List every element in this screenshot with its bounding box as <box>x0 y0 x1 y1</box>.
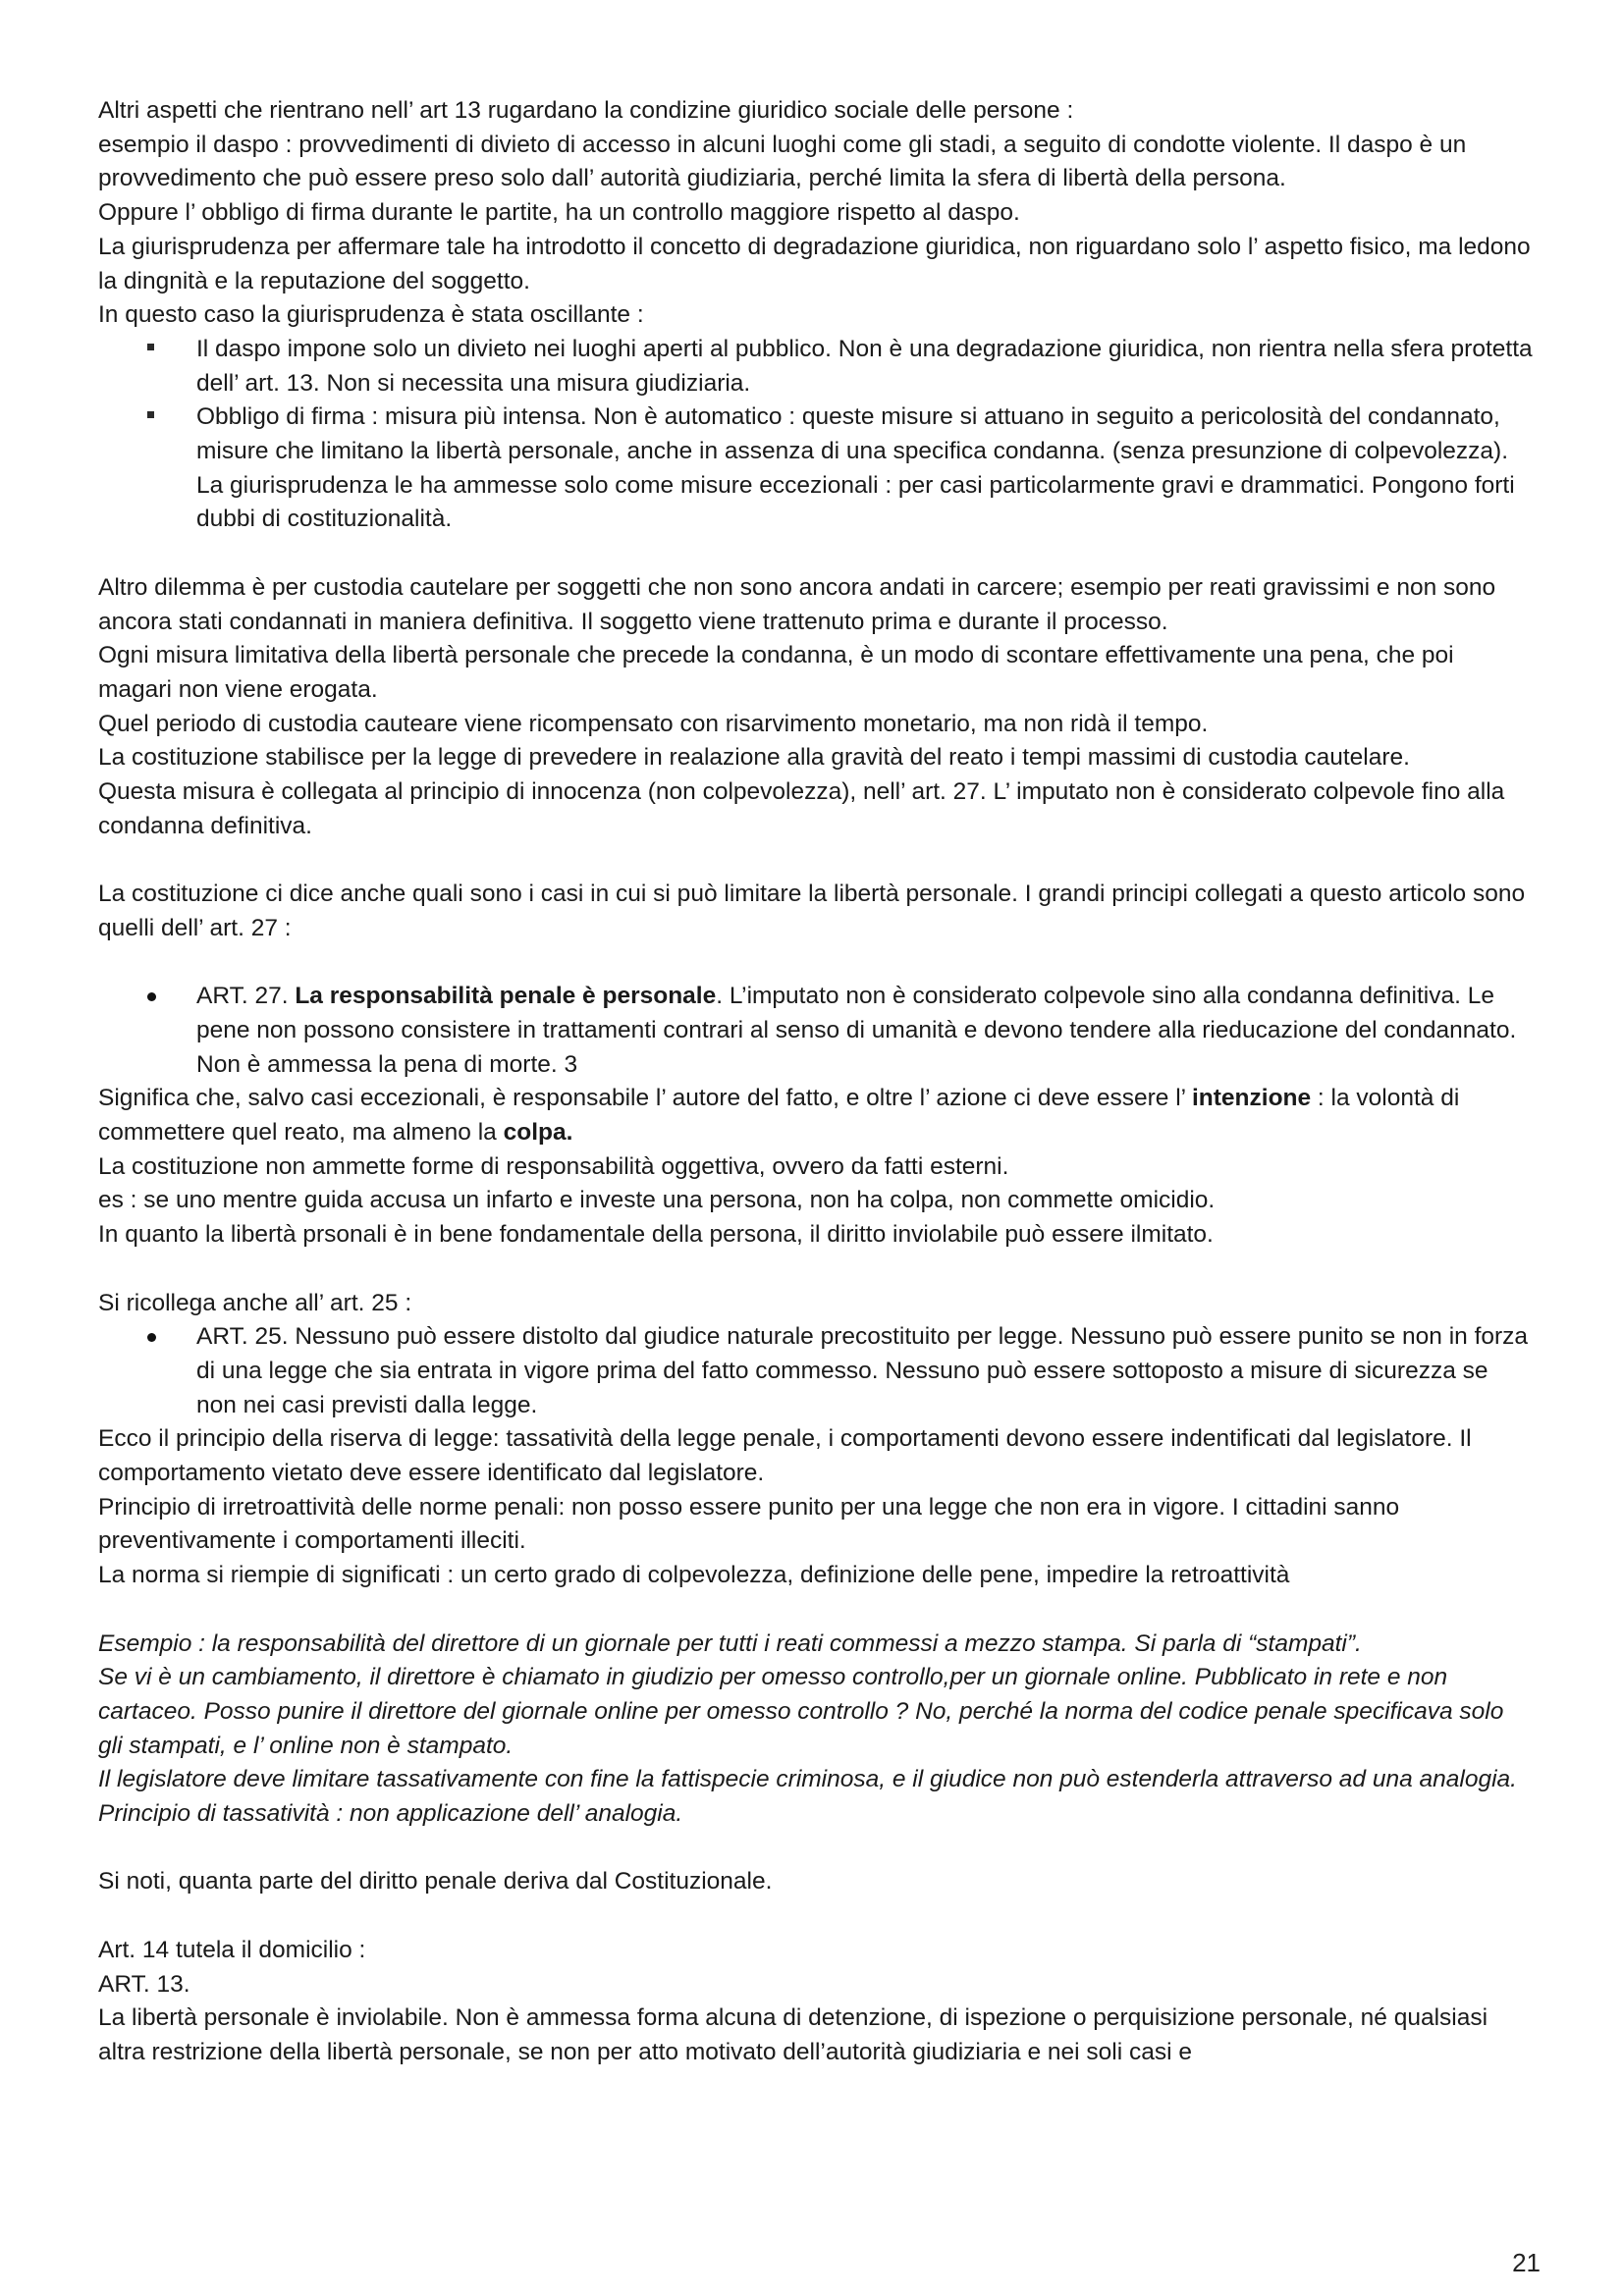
paragraph: esempio il daspo : provvedimenti di divieto di accesso in alcuni luoghi come gli stadi, a seguito di condotte violente. Il daspo è un provvedimento che può essere preso solo dall’ autorità giudiziaria, perché limita la sfera di libertà della persona. <box>98 131 1467 192</box>
paragraph: La costituzione non ammette forme di responsabilità oggettiva, ovvero da fatti esterni. <box>98 1152 1009 1180</box>
article-list <box>98 980 1534 1082</box>
paragraph: Principio di irretroattività delle norme penali: non posso essere punito per una legge che non era in vigore. I cittadini sanno preventivamente i comportamenti illeciti. <box>98 1493 1400 1555</box>
paragraph: Si ricollega anche all’ art. 25 : <box>98 1289 412 1316</box>
article-25: ART. 25. Nessuno può essere distolto dal giudice naturale precostituito per legge. Nessuno può essere punito se non in forza di una legge che sia entrata in vigore prima del fatto commesso. Nessuno può essere sottoposto a misure di sicurezza se non nei casi previsti dalla legge. <box>196 1320 1534 1422</box>
paragraph: Altro dilemma è per custodia cautelare per soggetti che non sono ancora andati in carcere; esempio per reati gravissimi e non sono ancora stati condannati in maniera definitiva. Il soggetto viene trattenuto prima e durante il processo. <box>98 573 1496 635</box>
paragraph: Art. 14 tutela il domicilio : <box>98 1936 366 1963</box>
article-prefix: ART. 27. <box>196 983 296 1010</box>
document-body <box>98 94 1534 2070</box>
list-item: Il daspo impone solo un divieto nei luoghi aperti al pubblico. Non è una degradazione giuridica, non rientra nella sfera protetta dell’ art. 13. Non si necessita una misura giudiziaria. <box>196 333 1534 400</box>
paragraph: Ecco il principio della riserva di legge: tassatività della legge penale, i comportamenti devono essere indentificati dal legislatore. Il comportamento vietato deve essere identificato dal legislatore. <box>98 1425 1472 1487</box>
paragraph: La costituzione ci dice anche quali sono i casi in cui si può limitare la libertà personale. I grandi principi collegati a questo articolo sono quelli dell’ art. 27 : <box>98 881 1526 941</box>
page-number: 21 <box>1512 2248 1541 2277</box>
paragraph: In quanto la libertà prsonali è in bene fondamentale della persona, il diritto inviolabile può essere ilmitato. <box>98 1221 1214 1249</box>
paragraph: Quel periodo di custodia cauteare viene ricompensato con risarvimento monetario, ma non ridà il tempo. <box>98 710 1209 737</box>
paragraph: Questa misura è collegata al principio di innocenza (non colpevolezza), nell’ art. 27. L’ imputato non è considerato colpevole fino alla condanna definitiva. <box>98 778 1505 839</box>
paragraph: La libertà personale è inviolabile. Non è ammessa forma alcuna di detenzione, di ispezione o perquisizione personale, né qualsiasi altra restrizione della libertà personale, se non per atto motivato dell’autorità giudiziaria e nei soli casi e <box>98 2004 1488 2065</box>
paragraph: Significa che, salvo casi eccezionali, è responsabile l’ autore del fatto, e oltre l’ azione ci deve essere l’ intenzione : la volontà di commettere quel reato, ma almeno la colpa. <box>98 1085 1460 1147</box>
article-text: . L’imputato non è considerato colpevole sino alla condanna definitiva. Le pene non possono consistere in trattamenti contrari al senso di umanità e devono tendere alla rieducazione del condannato. Non è ammessa la pena di morte. 3 <box>196 983 1517 1078</box>
italic-paragraph: Se vi è un cambiamento, il direttore è chiamato in giudizio per omesso controllo,per un giornale online. Pubblicato in rete e non cartaceo. Posso punire il direttore del giornale online per omesso controllo ? No, perché la norma del codice penale specificava solo gli stampati, e l’ online non è stampato. <box>98 1664 1504 1759</box>
article-bold-text: La responsabilità penale è personale <box>295 983 717 1010</box>
paragraph: La norma si riempie di significati : un certo grado di colpevolezza, definizione delle pene, impedire la retroattività <box>98 1562 1290 1589</box>
bold-term: intenzione <box>1191 1085 1312 1112</box>
paragraph: In questo caso la giurisprudenza è stata oscillante : <box>98 301 644 329</box>
paragraph: Oppure l’ obbligo di firma durante le partite, ha un controllo maggiore rispetto al daspo. <box>98 199 1020 227</box>
paragraph: Si noti, quanta parte del diritto penale deriva dal Costituzionale. <box>98 1868 773 1896</box>
italic-paragraph: Il legislatore deve limitare tassativamente con fine la fattispecie criminosa, e il giudice non può estenderla attraverso ad una analogia. Principio di tassatività : non applicazione dell’ analogia. <box>98 1766 1517 1828</box>
paragraph: es : se uno mentre guida accusa un infarto e investe una persona, non ha colpa, non commette omicidio. <box>98 1187 1216 1214</box>
paragraph: Altri aspetti che rientrano nell’ art 13 rugardano la condizine giuridico sociale delle persone : <box>98 97 1074 124</box>
paragraph: La costituzione stabilisce per la legge di prevedere in realazione alla gravità del reato i tempi massimi di custodia cautelare. <box>98 744 1410 772</box>
paragraph: La giurisprudenza per affermare tale ha introdotto il concetto di degradazione giuridica, non riguardano solo l’ aspetto fisico, ma ledono la dingnità e la reputazione del soggetto. <box>98 233 1531 294</box>
paragraph: ART. 13. <box>98 1970 190 1998</box>
list-item: Obbligo di firma : misura più intensa. Non è automatico : queste misure si attuano in seguito a pericolosità del condannato, misure che limitano la libertà personale, anche in assenza di una specifica condanna. (senza presunzione di colpevolezza). La giurisprudenza le ha ammesse solo come misure eccezionali : per casi particolarmente gravi e drammatici. Pongono forti dubbi di costituzionalità. <box>196 400 1534 537</box>
square-bullet-list <box>98 333 1534 537</box>
bold-term: colpa. <box>503 1119 573 1147</box>
article-27 <box>196 980 1534 1082</box>
article-list <box>98 1320 1534 1422</box>
paragraph: Ogni misura limitativa della libertà personale che precede la condanna, è un modo di scontare effettivamente una pena, che poi magari non viene erogata. <box>98 642 1454 703</box>
italic-paragraph: Esempio : la responsabilità del direttore di un giornale per tutti i reati commessi a mezzo stampa. Si parla di “stampati”. <box>98 1629 1362 1657</box>
